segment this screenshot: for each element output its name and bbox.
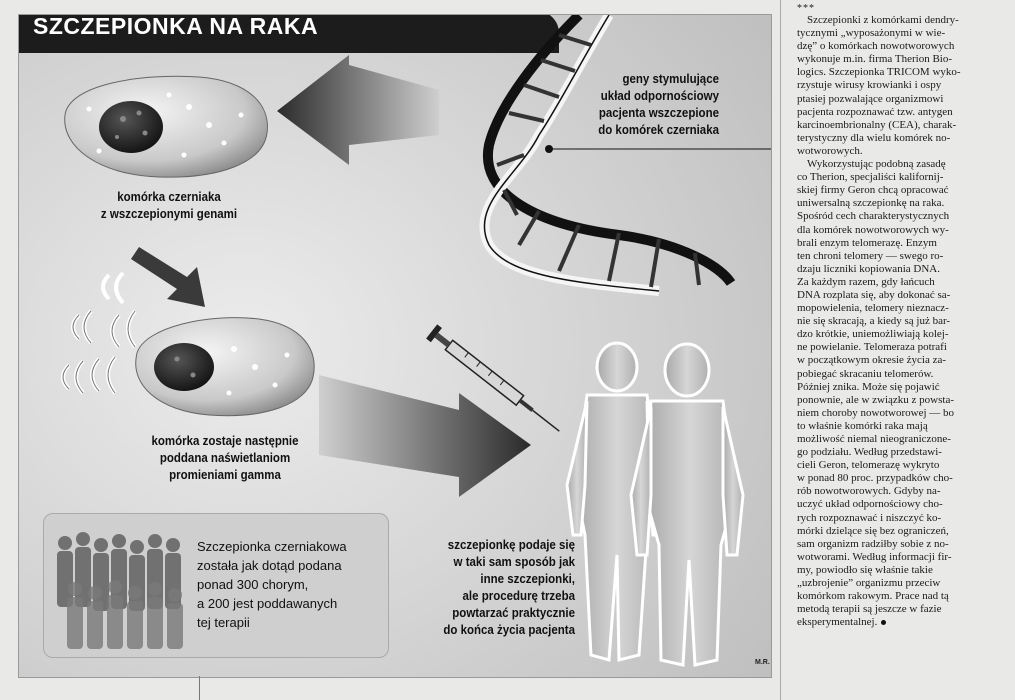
article-line: wotworowych. <box>797 144 863 157</box>
caption-cell-genes <box>77 189 261 223</box>
article-line: rych rozpoznawać i niszczyć ko- <box>797 511 942 524</box>
article-line: Wykorzystując podobną zasadę <box>807 158 946 171</box>
author-signature: M.R. <box>755 659 770 666</box>
article-line: ponownie, ale w związku z powsta- <box>797 393 955 406</box>
caption-line: do komórek czerniaka <box>598 123 719 137</box>
article-line: Szczepionki z komórkami dendry- <box>807 14 959 26</box>
article-line: dzę” o komórkach nowotworowych <box>797 40 955 53</box>
caption-line: szczepionkę podaje się <box>447 538 575 552</box>
article-line: Później znika. Może się pojawić <box>797 380 940 393</box>
caption-line: geny stymulujące <box>622 72 719 86</box>
article-column <box>787 0 999 700</box>
section-separator: *** <box>797 3 815 14</box>
article-line: Za każdym razem, gdy łańcuch <box>797 275 935 288</box>
article-line: tycznymi „wyposażonymi w wie- <box>797 27 946 40</box>
article-line: brali enzym telomerazę. Enzym <box>797 236 937 249</box>
article-line: metodą terapii są jeszcze w fazie <box>797 603 942 616</box>
article-line: dzaju liczniki kopiowania DNA. <box>797 262 940 275</box>
caption-line: w taki sam sposób jak <box>453 555 575 569</box>
article-line: mopowielenia, telomery nieznacz- <box>797 302 949 315</box>
end-bullet-icon <box>881 620 886 625</box>
caption-line: pacjenta wszczepione <box>598 106 719 120</box>
column-divider <box>780 0 781 700</box>
article-line: dzo krótkie, uniemożliwiają kolej- <box>797 328 949 341</box>
caption-irradiation <box>124 433 326 484</box>
article-line: go podziału. Według przedstawi- <box>797 446 942 459</box>
infographic-panel <box>18 14 772 678</box>
caption-genes <box>522 71 719 139</box>
article-line: cieli Geron, telomerazę wykryto <box>797 459 940 472</box>
article-line: uczyć układ odpornościowy cho- <box>797 498 943 511</box>
article-line: rzystuje wirusy krowianki i ospy <box>797 79 942 92</box>
article-line: logics. Szczepionka TRICOM wyko- <box>797 66 961 79</box>
article-paragraph <box>787 158 999 629</box>
article-line: „uzbrojenie” organizmu przeciw <box>797 577 941 590</box>
article-paragraph <box>787 14 999 158</box>
article-line: DNA rozplata się, aby dokonać sa- <box>797 288 951 301</box>
article-line: uniwersalną szczepionkę na raka. <box>797 197 945 210</box>
caption-line: komórka zostaje następnie <box>151 434 299 448</box>
article-line: ne powielanie. Telomeraza potrafi <box>797 341 947 354</box>
article-line: ten chroni telomery — swego ro- <box>797 249 944 262</box>
caption-line: powtarzać praktycznie <box>452 606 575 620</box>
article-line: karcinoembrionalny (CEA), charak- <box>797 118 957 131</box>
article-line: Spośród cech charakterystycznych <box>797 210 950 223</box>
article-line: wykonuje m.in. firma Therion Bio- <box>797 53 952 66</box>
article-line: możliwość niemal nieograniczone- <box>797 433 951 445</box>
article-line: terystyczny dla wielu komórek no- <box>797 131 951 144</box>
article-line: niem choroby nowotworowej — bo <box>797 406 955 419</box>
article-line: w ponad 80 proc. przypadków cho- <box>797 472 953 485</box>
article-line: w początkowym okresie życia za- <box>797 354 947 367</box>
caption-line: ale procedurę trzeba <box>462 589 575 603</box>
article-line: wotworami. Według informacji fir- <box>797 550 952 563</box>
stats-line: Szczepionka czerniakowa <box>197 539 347 554</box>
caption-line: z wszczepionymi genami <box>100 207 238 221</box>
caption-line: inne szczepionki, <box>480 572 575 586</box>
article-line: co Therion, specjaliści kalifornij- <box>797 171 944 184</box>
article-line: to właśnie komórki raka mają <box>797 419 928 432</box>
article-line: pacjenta rozpoznawać tzw. antygen <box>797 105 953 118</box>
article-line: dla komórek nowotworowych wy- <box>797 223 949 236</box>
article-line: skiej firmy Geron chcą opracować <box>797 184 949 197</box>
caption-line: do końca życia pacjenta <box>443 623 575 637</box>
article-line: rób nowotworowych. Gdyby na- <box>797 485 941 498</box>
vaccine-stats-text <box>197 537 347 632</box>
article-line: eksperymentalnej. <box>787 616 999 629</box>
article-line: my, powiodło się właśnie takie <box>797 563 933 576</box>
article-line: sam organizm radziłby sobie z no- <box>797 537 949 550</box>
article-line: nie się skracają, a kiedy są już bar- <box>797 315 951 328</box>
article-line: pobiegać skracaniu telomerów. <box>797 367 934 380</box>
infographic-title: SZCZEPIONKA NA RAKA <box>33 14 319 39</box>
caption-line: układ odpornościowy <box>600 89 719 103</box>
page-rule <box>199 676 200 700</box>
article-line: ptasiej pozwalające organizmowi <box>797 92 944 105</box>
article-line: mórki dzielące się bez ograniczeń, <box>797 524 949 537</box>
stats-line: ponad 300 chorym, <box>197 577 309 592</box>
caption-line: poddana naświetlaniom <box>159 451 291 465</box>
caption-injection <box>395 537 575 639</box>
stats-line: została jak dotąd podana <box>197 558 342 573</box>
article-line: komórkom rakowym. Prace nad tą <box>797 590 949 603</box>
stats-line: tej terapii <box>197 615 250 630</box>
caption-line: promieniami gamma <box>169 468 281 482</box>
stats-line: a 200 jest poddawanych <box>197 596 338 611</box>
caption-line: komórka czerniaka <box>117 190 221 204</box>
